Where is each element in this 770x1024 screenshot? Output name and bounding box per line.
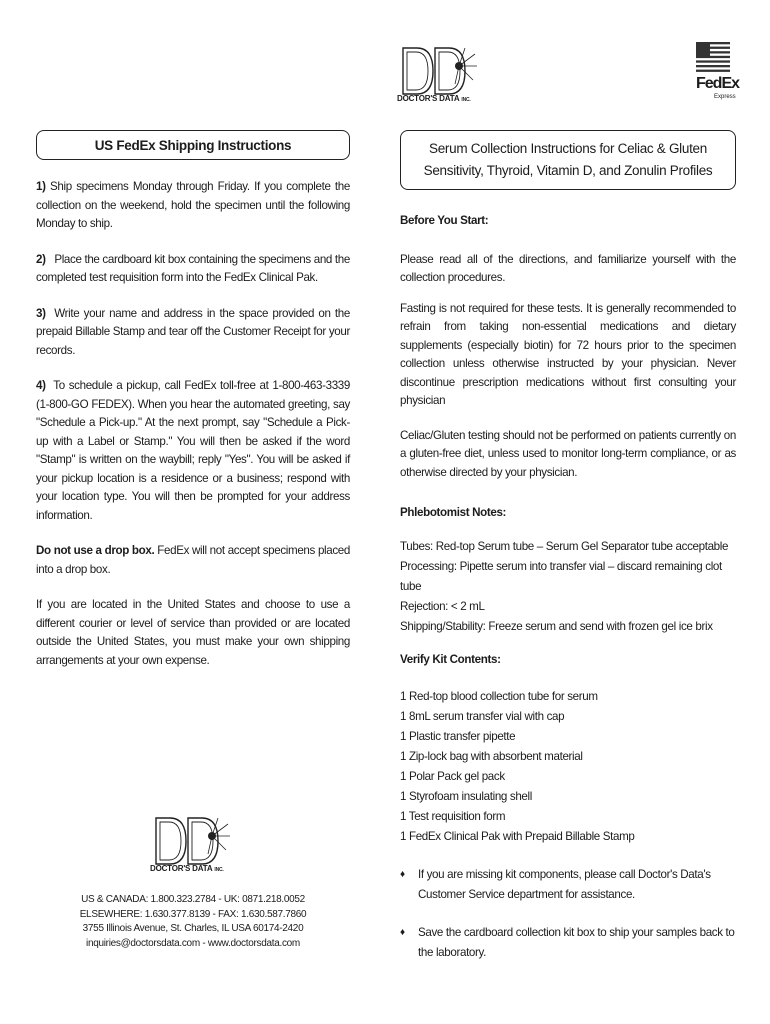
before-you-start-heading: Before You Start: — [400, 214, 489, 227]
phleb-note: Shipping/Stability: Freeze serum and send with frozen gel ice brix — [400, 619, 713, 633]
kit-item: 1 Polar Pack gel pack — [400, 770, 505, 783]
before-paragraph-1: Please read all of the directions, and familiarize yourself with the collection procedures. — [400, 252, 736, 284]
bullet-text: If you are missing kit components, please call Doctor's Data's Customer Service department for assistance. — [418, 868, 711, 901]
serum-title-line-2: Sensitivity, Thyroid, Vitamin D, and Zonulin Profiles — [423, 163, 713, 178]
before-paragraph-2: Fasting is not required for these tests. It is generally recommended to refrain from taking non-essential medications and dietary supplements (especially biotin) for 72 hours prior to the specimen collection unless otherwise instructed by your physician. Never discontinue prescription medications without first consulting your physician — [400, 301, 736, 407]
contact-address: 3755 Illinois Avenue, St. Charles, IL USA 60174-2420 — [82, 923, 304, 934]
step-1-text: Ship specimens Monday through Friday. If you complete the collection on the weekend, hold the specimen until the following Monday to ship. — [36, 180, 350, 230]
serum-instructions — [400, 212, 736, 963]
contact-info — [60, 893, 326, 951]
contact-phone-us: US & CANADA: 1.800.323.2784 - UK: 0871.218.0052 — [81, 894, 305, 905]
step-1 — [36, 178, 350, 234]
doctors-data-logo-text: DOCTOR'S DATA INC. — [397, 94, 471, 103]
drop-box-bold: Do not use a drop box. — [36, 544, 155, 557]
shipping-instructions — [36, 178, 350, 670]
step-1-number: 1) — [36, 180, 46, 193]
diamond-bullet-icon: ♦ — [400, 927, 406, 938]
kit-item: 1 FedEx Clinical Pak with Prepaid Billable Stamp — [400, 830, 635, 843]
doctors-data-footer-logo — [148, 812, 238, 878]
fedex-wordmark: FedEx — [696, 75, 740, 92]
kit-contents-list — [400, 687, 736, 847]
phleb-note: Tubes: Red-top Serum tube – Serum Gel Separator tube acceptable — [400, 539, 729, 553]
drop-box-warning — [36, 542, 350, 579]
diamond-bullet-icon: ♦ — [400, 869, 406, 880]
fedex-express-label: Express — [714, 94, 736, 100]
phlebotomist-notes-heading: Phlebotomist Notes: — [400, 506, 507, 519]
kit-item: 1 Test requisition form — [400, 810, 506, 823]
step-2-text: Place the cardboard kit box containing the specimens and the completed test requisition form into the FedEx Clinical Pak. — [36, 252, 350, 284]
kit-item: 1 Styrofoam insulating shell — [400, 790, 532, 803]
step-3-text: Write your name and address in the space provided on the prepaid Billable Stamp and tear off the Customer Receipt for your records. — [36, 306, 350, 357]
kit-item: 1 Red-top blood collection tube for serum — [400, 690, 598, 703]
outside-us-note: If you are located in the United States and choose to use a different courier or level of service than provided or are located outside the United States, you must make your own shipping arrangements at your own expense. — [36, 598, 350, 667]
fedex-logo — [692, 42, 740, 104]
doctors-data-footer-logo-text: DOCTOR'S DATA INC. — [150, 864, 224, 873]
us-flag-icon — [696, 42, 730, 72]
shipping-instructions-title — [36, 130, 350, 160]
contact-phone-elsewhere: ELSEWHERE: 1.630.377.8139 - FAX: 1.630.587.7860 — [79, 908, 307, 920]
step-4-number: 4) — [36, 379, 46, 392]
kit-item: 1 Zip-lock bag with absorbent material — [400, 750, 583, 763]
step-3-number: 3) — [36, 306, 46, 320]
contact-email-web: inquiries@doctorsdata.com - www.doctorsdata.com — [86, 937, 300, 949]
before-paragraph-3: Celiac/Gluten testing should not be performed on patients currently on a gluten-free diet, unless used to monitor long-term compliance, or as otherwise directed by your physician. — [400, 428, 736, 479]
phleb-note: Processing: Pipette serum into transfer vial – discard remaining clot tube — [400, 559, 722, 593]
step-2 — [36, 251, 350, 288]
step-4-text: To schedule a pickup, call FedEx toll-free at 1-800-463-3339 (1-800-GO FEDEX). When you hear the automated greeting, say "Schedule a Pick-up." At the next prompt, say "Schedule a Pick-up with a Label or Stamp." You will then be asked if the word "Stamp" is written on the waybill; reply "Yes". You will be asked if your pickup location is a residence or a business; respond with your location type. You will then be prompted for your address information. — [36, 379, 350, 522]
step-4 — [36, 377, 350, 525]
verify-kit-heading: Verify Kit Contents: — [400, 652, 501, 666]
kit-item: 1 8mL serum transfer vial with cap — [400, 710, 565, 723]
shipping-title-text: US FedEx Shipping Instructions — [94, 137, 292, 153]
step-3 — [36, 305, 350, 361]
bullet-save-box — [400, 923, 736, 963]
serum-title-line-1: Serum Collection Instructions for Celiac & Gluten — [429, 141, 707, 156]
bullet-text: Save the cardboard collection kit box to ship your samples back to the laboratory. — [418, 926, 735, 959]
doctors-data-logo — [395, 42, 485, 108]
phleb-note: Rejection: < 2 mL — [400, 599, 485, 613]
step-2-number: 2) — [36, 252, 46, 266]
serum-collection-title — [400, 130, 736, 190]
drop-box-text: FedEx will not accept specimens placed into a drop box. — [36, 544, 351, 576]
kit-item: 1 Plastic transfer pipette — [400, 730, 516, 743]
phlebotomist-notes-list — [400, 537, 736, 637]
bullet-missing-kit — [400, 865, 736, 905]
